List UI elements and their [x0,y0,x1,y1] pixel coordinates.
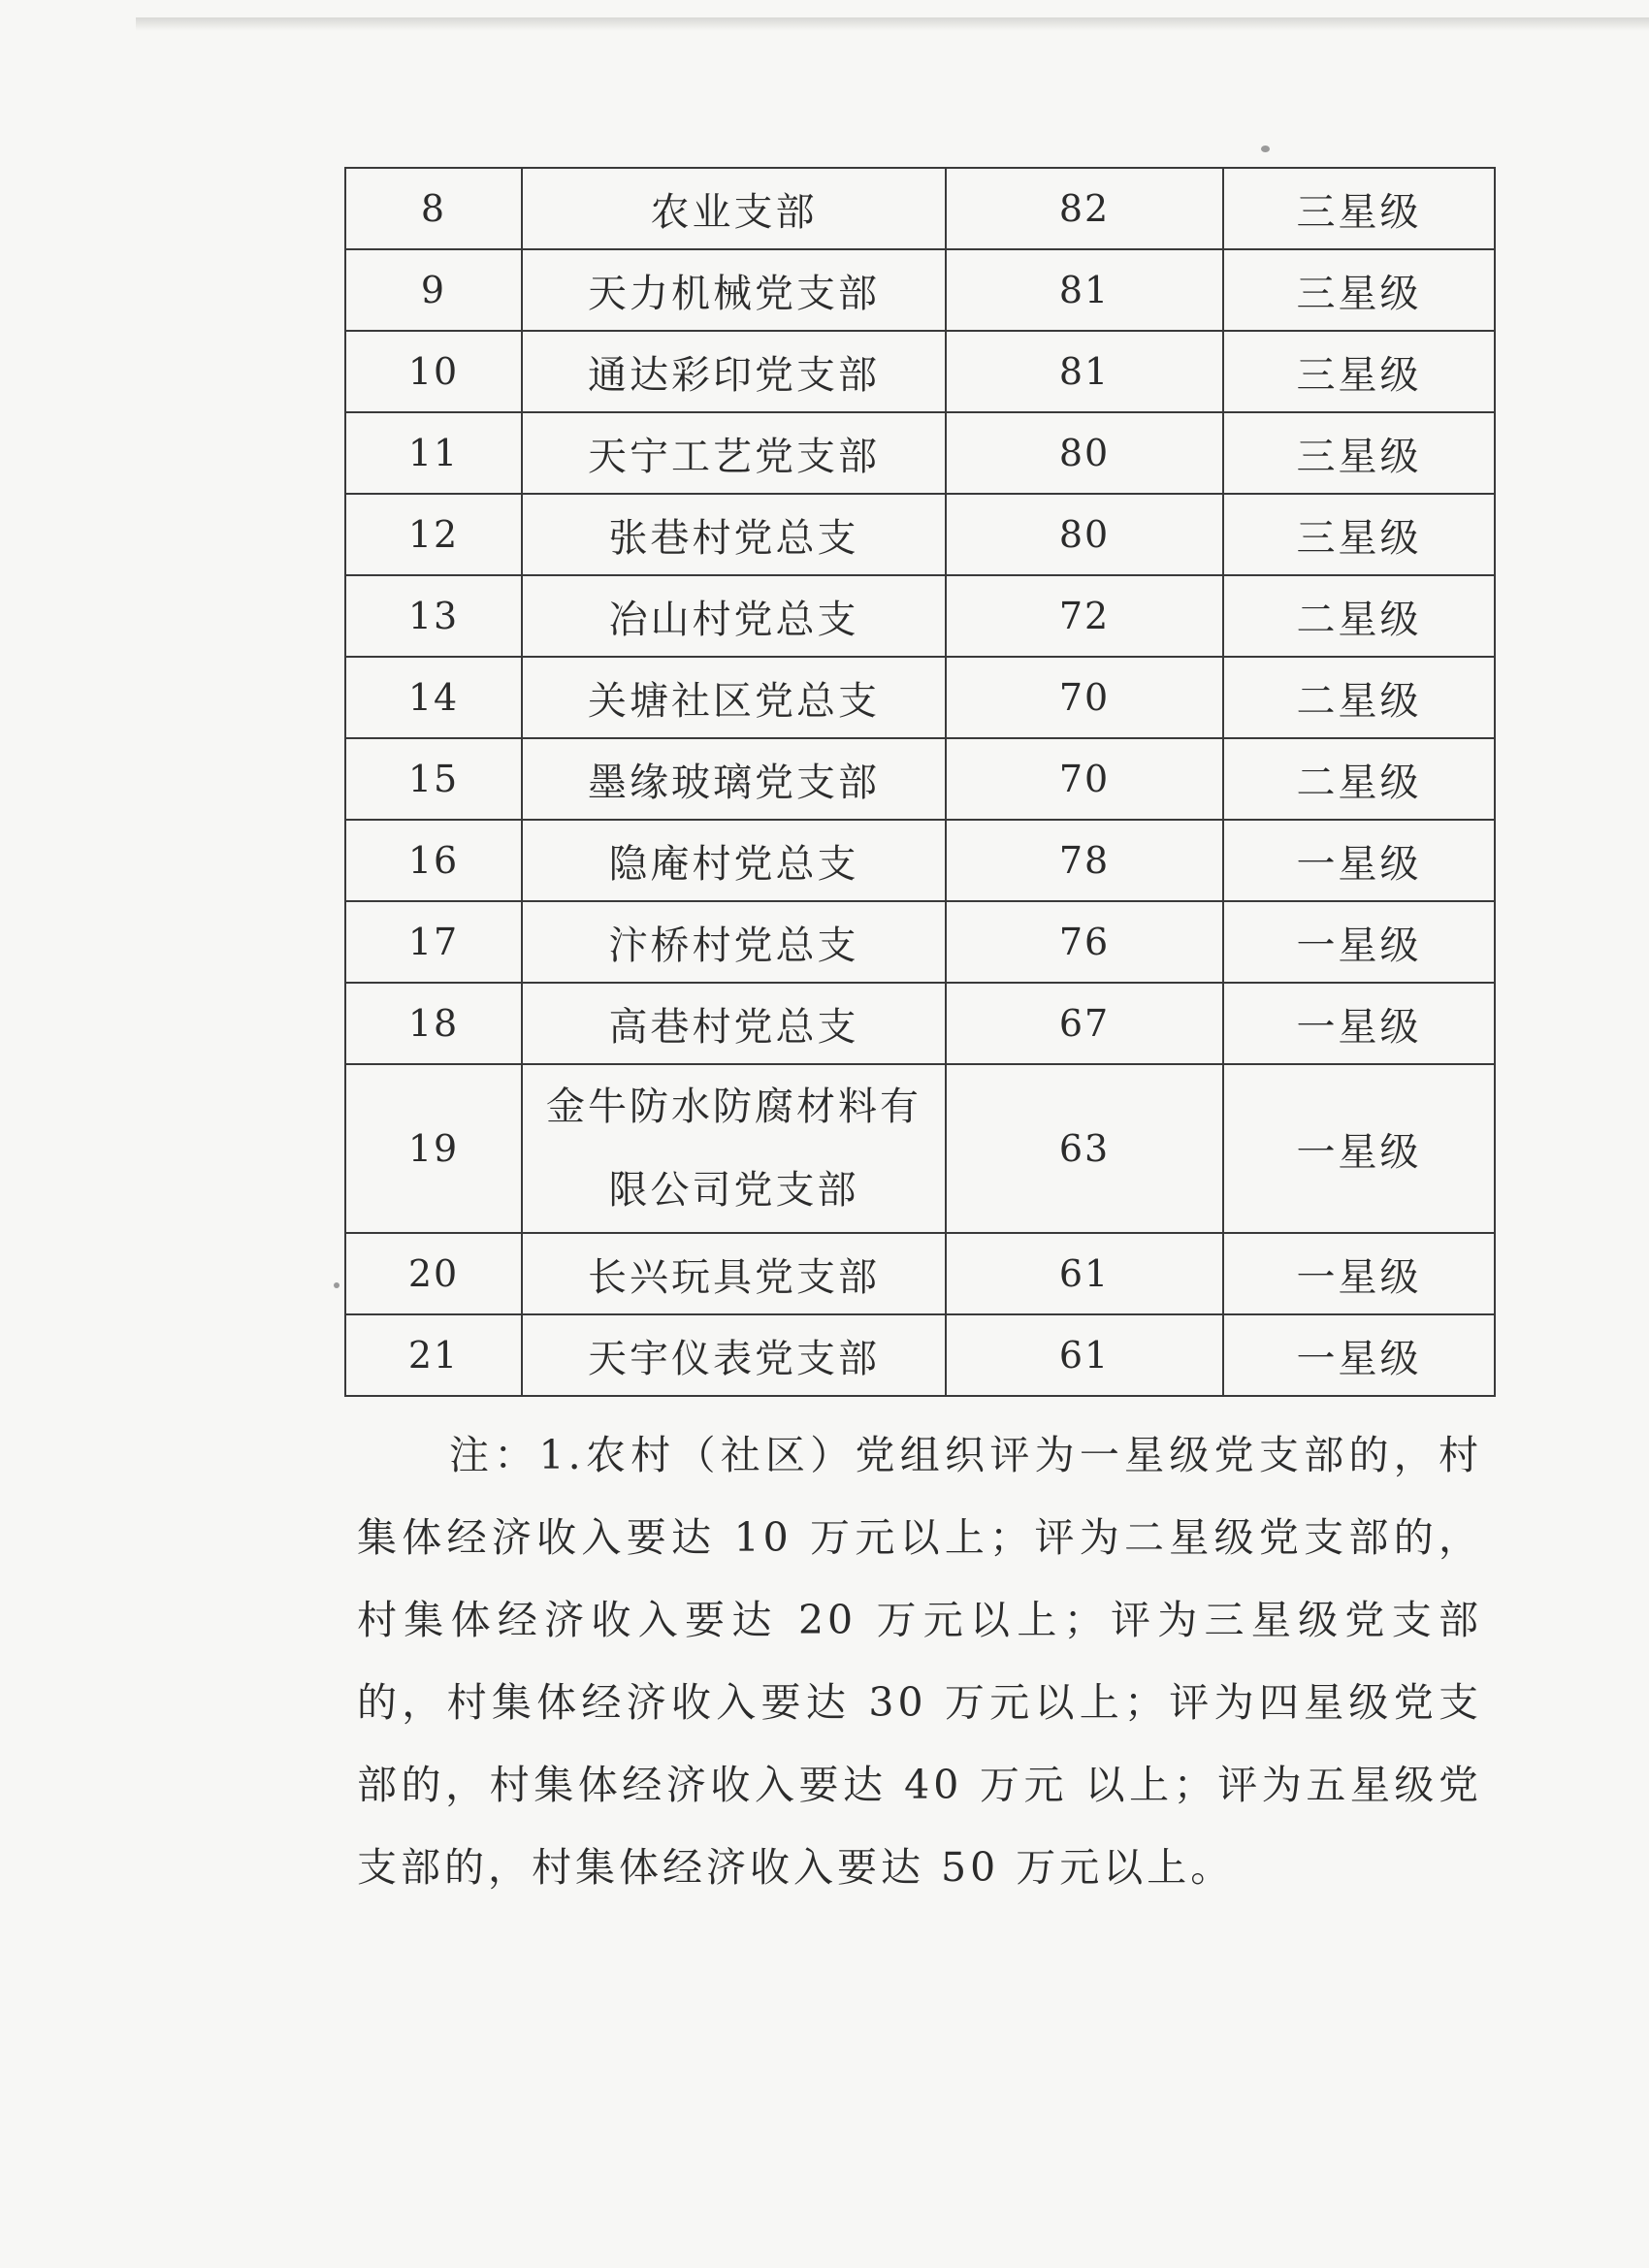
row-number: 12 [345,494,522,575]
table-row [345,738,1495,820]
branch-name: 金牛防水防腐材料有限公司党支部 [522,1064,946,1233]
scan-speck [334,1282,340,1288]
row-number: 15 [345,738,522,820]
branch-name: 关塘社区党总支 [522,657,946,738]
table-row [345,820,1495,901]
score: 72 [946,575,1223,657]
table-row [345,1064,1495,1233]
score: 81 [946,331,1223,412]
table-row [345,249,1495,331]
branch-name: 通达彩印党支部 [522,331,946,412]
star-grade: 二星级 [1223,575,1495,657]
score: 80 [946,494,1223,575]
star-grade: 一星级 [1223,1233,1495,1314]
table-row [345,168,1495,249]
score: 61 [946,1233,1223,1314]
branch-name: 天宁工艺党支部 [522,412,946,494]
branch-name: 天力机械党支部 [522,249,946,331]
branch-name: 农业支部 [522,168,946,249]
score: 70 [946,657,1223,738]
branch-rating-table [344,167,1496,1397]
score: 80 [946,412,1223,494]
branch-name: 隐庵村党总支 [522,820,946,901]
table-row [345,494,1495,575]
branch-name: 汴桥村党总支 [522,901,946,983]
row-number: 9 [345,249,522,331]
branch-name: 高巷村党总支 [522,983,946,1064]
table-row [345,575,1495,657]
rating-note: 注：1.农村（社区）党组织评为一星级党支部的，村集体经济收入要达 10 万元以上；评为二星级党支部的，村集体经济收入要达 20 万元以上；评为三星级党支部的，村集体经济收入要达 30 万元以上；评为四星级党支部的，村集体经济收入要达 40 万元 以上；评为五星级党支部的，村集体经济收入要达 50 万元以上。 [357,1432,1482,1891]
branch-name: 天宇仪表党支部 [522,1314,946,1396]
star-grade: 一星级 [1223,820,1495,901]
star-grade: 三星级 [1223,331,1495,412]
row-number: 20 [345,1233,522,1314]
star-grade: 一星级 [1223,901,1495,983]
row-number: 11 [345,412,522,494]
row-number: 17 [345,901,522,983]
row-number: 14 [345,657,522,738]
table-row [345,1314,1495,1396]
table-row [345,331,1495,412]
star-grade: 二星级 [1223,657,1495,738]
branch-name: 冶山村党总支 [522,575,946,657]
star-grade: 三星级 [1223,412,1495,494]
star-grade: 一星级 [1223,983,1495,1064]
score: 82 [946,168,1223,249]
score: 61 [946,1314,1223,1396]
star-grade: 二星级 [1223,738,1495,820]
row-number: 19 [345,1064,522,1233]
score: 76 [946,901,1223,983]
table-row [345,1233,1495,1314]
row-number: 8 [345,168,522,249]
star-grade: 一星级 [1223,1064,1495,1233]
branch-name: 长兴玩具党支部 [522,1233,946,1314]
score: 63 [946,1064,1223,1233]
row-number: 13 [345,575,522,657]
branch-name: 张巷村党总支 [522,494,946,575]
table-row [345,412,1495,494]
scan-speck [1261,146,1270,152]
table-row [345,983,1495,1064]
score: 81 [946,249,1223,331]
star-grade: 三星级 [1223,494,1495,575]
score: 70 [946,738,1223,820]
score: 67 [946,983,1223,1064]
score: 78 [946,820,1223,901]
table-row [345,901,1495,983]
row-number: 10 [345,331,522,412]
row-number: 18 [345,983,522,1064]
table-row [345,657,1495,738]
row-number: 16 [345,820,522,901]
branch-name: 墨缘玻璃党支部 [522,738,946,820]
star-grade: 三星级 [1223,168,1495,249]
scan-edge-shadow [136,17,1649,31]
star-grade: 一星级 [1223,1314,1495,1396]
row-number: 21 [345,1314,522,1396]
star-grade: 三星级 [1223,249,1495,331]
